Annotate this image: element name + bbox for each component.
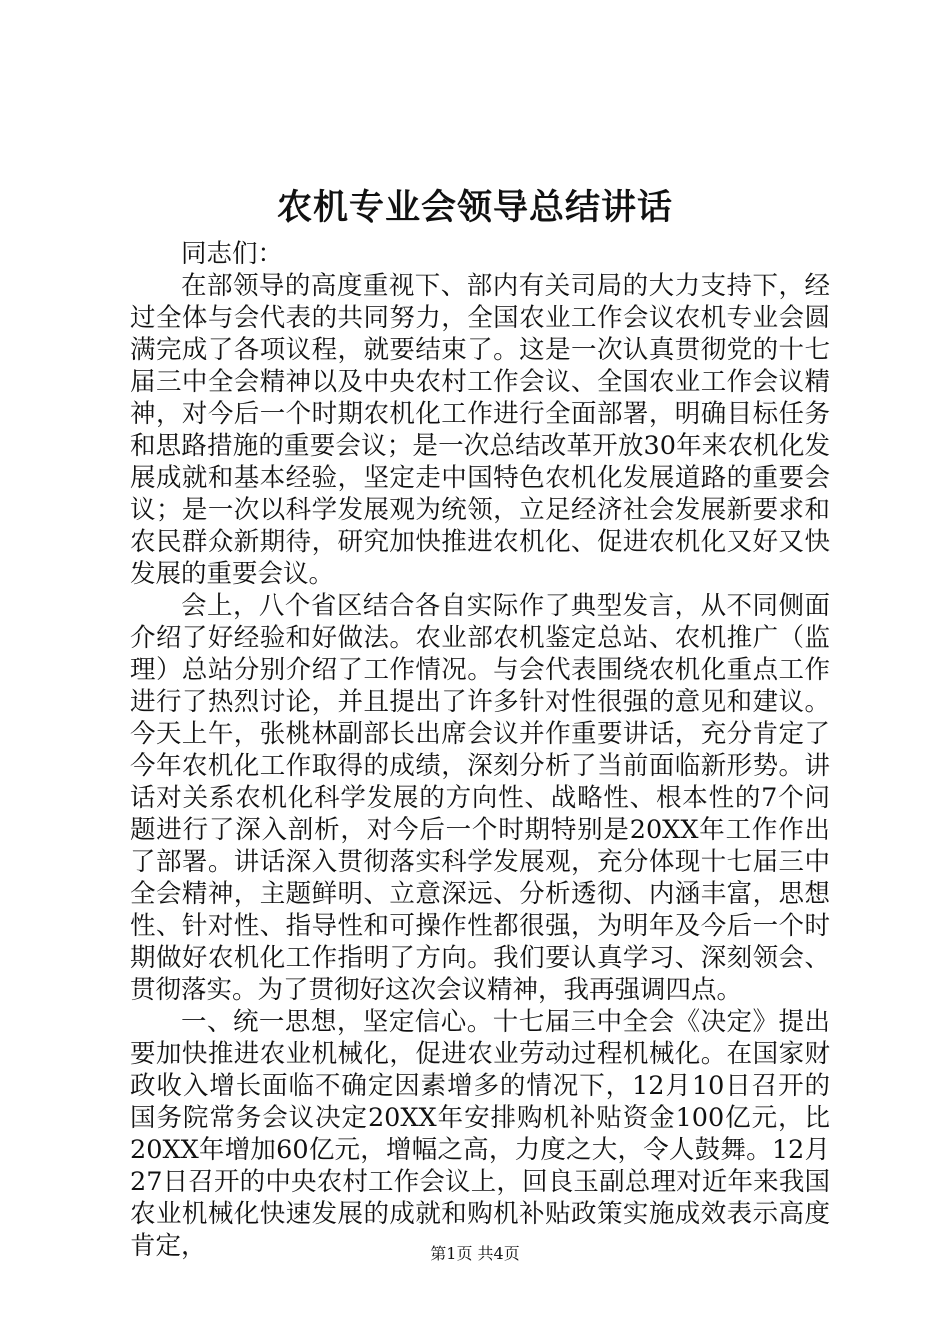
paragraph-3: 一、统一思想，坚定信心。十七届三中全会《决定》提出要加快推进农业机械化，促进农业劳动过程机械化。在国家财政收入增长面临不确定因素增多的情况下，12月10日召开的国务院常务会议决定20XX年安排购机补贴资金100亿元，比20XX年增加60亿元，增幅之高，力度之大，令人鼓舞。12月27日召开的中央农村工作会议上，回良玉副总理对近年来我国农业机械化快速发展的成就和购机补贴政策实施成效表示高度肯定， bbox=[130, 1007, 830, 1261]
document-title: 农机专业会领导总结讲话 bbox=[276, 187, 673, 228]
salutation: 同志们： bbox=[181, 239, 284, 269]
document-body bbox=[130, 238, 830, 1262]
paragraph-2: 会上，八个省区结合各自实际作了典型发言，从不同侧面介绍了好经验和好做法。农业部农机鉴定总站、农机推广（监理）总站分别介绍了工作情况。与会代表围绕农机化重点工作进行了热烈讨论，并且提出了许多针对性很强的意见和建议。今天上午，张桃林副部长出席会议并作重要讲话，充分肯定了今年农机化工作取得的成绩，深刻分析了当前面临新形势。讲话对关系农机化科学发展的方向性、战略性、根本性的7个问题进行了深入剖析，对今后一个时期特别是20XX年工作作出了部署。讲话深入贯彻落实科学发展观，充分体现十七届三中全会精神，主题鲜明、立意深远、分析透彻、内涵丰富，思想性、针对性、指导性和可操作性都很强，为明年及今后一个时期做好农机化工作指明了方向。我们要认真学习、深刻领会、贯彻落实。为了贯彻好这次会议精神，我再强调四点。 bbox=[130, 591, 830, 1005]
page-number-footer: 第1页 共4页 bbox=[430, 1244, 520, 1263]
paragraph-1: 在部领导的高度重视下、部内有关司局的大力支持下，经过全体与会代表的共同努力，全国农业工作会议农机专业会圆满完成了各项议程，就要结束了。这是一次认真贯彻党的十七届三中全会精神以及中央农村工作会议、全国农业工作会议精神，对今后一个时期农机化工作进行全面部署，明确目标任务和思路措施的重要会议；是一次总结改革开放30年来农机化发展成就和基本经验，坚定走中国特色农机化发展道路的重要会议；是一次以科学发展观为统领，立足经济社会发展新要求和农民群众新期待，研究加快推进农机化、促进农机化又好又快发展的重要会议。 bbox=[130, 271, 830, 589]
